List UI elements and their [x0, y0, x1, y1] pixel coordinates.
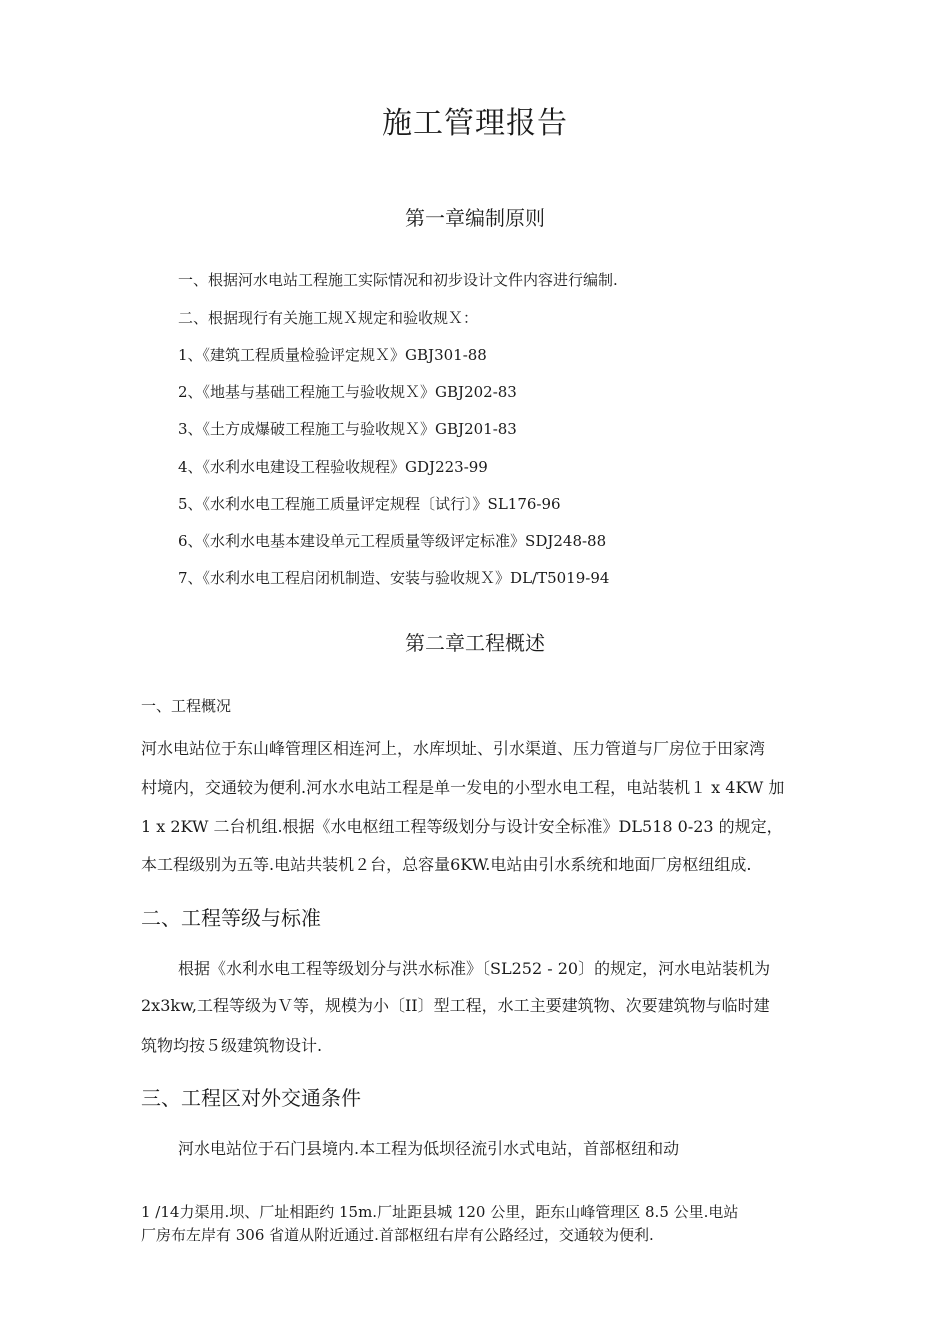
chapter-1-item: 5、《水利水电工程施工质量评定规程〔试行〕》SL176-96: [178, 495, 561, 513]
chapter-1-item: 7、《水利水电工程启闭机制造、安装与验收规Ｘ》DL/T5019-94: [178, 569, 610, 587]
footer-line: 1 /14力渠用.坝、厂址相距约 15m.厂址距县城 120 公里，距东山峰管理区 8.5 公里.电站: [141, 1203, 739, 1221]
section-1-line: 1 x 2KW 二台机组.根据《水电枢纽工程等级划分与设计安全标准》DL518 0-23 的规定，: [141, 817, 783, 836]
section-1-heading: 一、工程概况: [141, 697, 232, 715]
footer-line: 厂房布左岸有 306 省道从附近通过.首部枢纽右岸有公路经过，交通较为便利.: [141, 1226, 654, 1244]
section-1-line: 本工程级别为五等.电站共装机２台，总容量6KW.电站由引水系统和地面厂房枢纽组成.: [141, 855, 752, 874]
chapter-1-item: 二、根据现行有关施工规Ｘ规定和验收规Ｘ：: [178, 309, 479, 327]
section-1-line: 村境内，交通较为便利.河水水电站工程是单一发电的小型水电工程，电站装机１ x 4KW 加: [141, 778, 785, 797]
chapter-1-item: 4、《水利水电建设工程验收规程》GDJ223-99: [178, 458, 488, 476]
chapter-1-item: 1、《建筑工程质量检验评定规Ｘ》GBJ301-88: [178, 346, 487, 364]
chapter-1-item: 3、《土方成爆破工程施工与验收规Ｘ》GBJ201-83: [178, 420, 517, 438]
chapter-2-title: 第二章工程概述: [405, 631, 545, 655]
section-3-line: 河水电站位于石门县境内.本工程为低坝径流引水式电站，首部枢纽和动: [178, 1139, 680, 1158]
document-title: 施工管理报告: [382, 106, 568, 141]
chapter-1-item: 一、根据河水电站工程施工实际情况和初步设计文件内容进行编制.: [178, 271, 618, 289]
section-2-line: 筑物均按５级建筑物设计.: [141, 1036, 323, 1055]
chapter-1-item: 2、《地基与基础工程施工与验收规Ｘ》GBJ202-83: [178, 383, 517, 401]
section-2-line: 2x3kw,工程等级为Ｖ等，规模为小〔II〕型工程，水工主要建筑物、次要建筑物与临时建: [141, 996, 770, 1015]
section-2-heading: 二、工程等级与标准: [141, 906, 321, 930]
chapter-1-title: 第一章编制原则: [405, 206, 545, 230]
section-2-line: 根据《水利水电工程等级划分与洪水标准》〔SL252 - 20〕的规定，河水电站装机为: [178, 959, 771, 978]
section-1-line: 河水电站位于东山峰管理区相连河上，水库坝址、引水渠道、压力管道与厂房位于田家湾: [141, 739, 766, 758]
section-3-heading: 三、工程区对外交通条件: [141, 1086, 361, 1110]
chapter-1-item: 6、《水利水电基本建设单元工程质量等级评定标准》SDJ248-88: [178, 532, 607, 550]
